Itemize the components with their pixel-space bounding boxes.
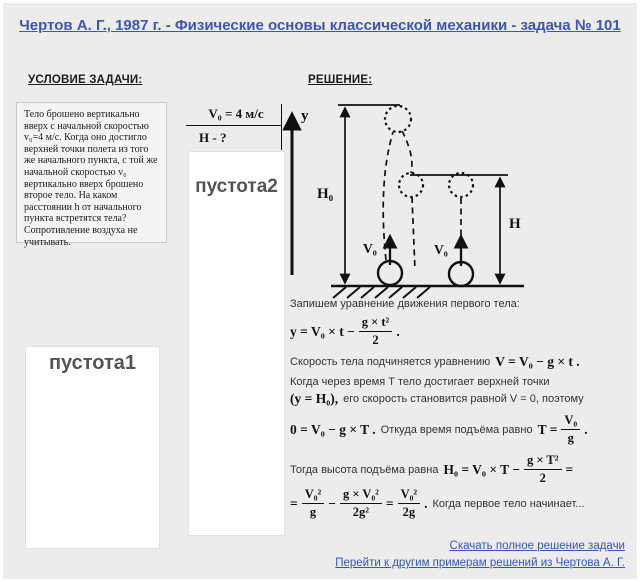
solution-step-4 — [290, 391, 589, 407]
page — [3, 3, 637, 579]
body2-meeting-dotted — [449, 173, 473, 197]
given-question: H - ? — [199, 130, 227, 145]
rise-height-text: Тогда высота подъёма равна — [290, 463, 439, 476]
given-divider-line — [186, 125, 281, 126]
eq-result-eq2: = — [385, 495, 394, 511]
fraction: $\frac{\text{g × t²}}{2}$ — [359, 315, 393, 348]
descent-trajectory-dashed — [402, 131, 412, 173]
eq-t-lhs: T = — [537, 421, 558, 437]
step4-text: его скорость становится равной V = 0, поэтому — [343, 393, 584, 405]
ad-placeholder-1: пустота1 — [25, 346, 160, 549]
h-label: H — [509, 216, 521, 232]
continuation-text: Когда первое тело начинает... — [432, 497, 585, 510]
body1-apex-dotted — [385, 106, 411, 132]
descent-lower-dashed — [412, 197, 415, 270]
download-solution-link[interactable]: Скачать полное решение задачи — [449, 540, 625, 552]
fraction: $\frac{\text{V₀²}}{g}$ — [302, 487, 325, 520]
eq-apex-condition: (y = H₀), — [290, 391, 339, 406]
ground-hatching — [333, 287, 430, 298]
y-axis-label: y — [301, 108, 309, 124]
body1-meeting-dotted — [399, 173, 423, 197]
eq-motion-lhs: y = V₀ × t − — [290, 323, 355, 339]
rise-time-text: Откуда время подъёма равно — [380, 423, 533, 436]
more-examples-link[interactable]: Перейти к другим примерам решений из Чертова А. Г. — [335, 557, 625, 569]
solution-step-1: Запишем уравнение движения первого тела: — [290, 298, 520, 310]
solution-step-3: Когда через время Т тело достигает верхней точки — [290, 376, 550, 388]
condition-text-box: Тело брошено вертикально вверх с начальной скоростью v₀=4 м/с. Когда оно достигло верхней точки полета из того же начального пункта, с той же начальной скоростью v₀ вертикально вверх брошено второе тело. На каком расстоянии h от начального пункта встретятся тела? Сопротивление воздуха не учитывать. — [16, 102, 167, 243]
ascent-trajectory-dashed — [383, 132, 393, 260]
equation-rise-height: Тогда высота подъёма равна H₀ = V₀ × T − $\frac{\text{g × T²}}{2}$ = — [290, 453, 574, 485]
fraction: $\frac{\text{g × T²}}{2}$ — [524, 453, 561, 486]
equation-motion: y = V₀ × t − $\frac{\text{g × t²}}{2}$ . — [290, 315, 400, 347]
h0-label: H₀ — [317, 186, 334, 202]
fraction: $\frac{\text{g × V₀²}}{\text{2g²}}$ — [340, 487, 382, 520]
eq-zero-velocity: 0 = V₀ − g × T . — [290, 421, 376, 437]
equation-rise-time: 0 = V₀ − g × T . Откуда время подъёма равно T = $\frac{\text{V₀}}{g}$ . — [290, 413, 588, 445]
equation-h0-result: = $\frac{\text{V₀²}}{g}$ − $\frac{\text{g × V₀²}}{\text{2g²}}$ = $\frac{\text{V₀²}}{2g}$ . Когда первое тело начинает... — [290, 487, 585, 519]
eq-h0-lhs: H₀ = V₀ × T − — [443, 461, 521, 477]
problem-title-link[interactable]: Чертов А. Г., 1987 г. - Физические основы классической механики - задача № 101 — [19, 17, 621, 34]
step2-text: Скорость тела подчиняется уравнению — [290, 356, 491, 368]
solution-heading: РЕШЕНИЕ: — [308, 74, 373, 86]
eq-result-minus: − — [328, 495, 336, 511]
ad-placeholder-2: пустота2 — [188, 151, 285, 536]
condition-heading: УСЛОВИЕ ЗАДАЧИ: — [28, 74, 143, 86]
solution-step-2 — [290, 354, 580, 370]
physics-diagram — [281, 98, 537, 304]
v0-label-left: V₀ — [363, 241, 377, 256]
eq-velocity: V = V₀ − g × t . — [495, 354, 580, 369]
fraction: $\frac{\text{V₀²}}{2g}$ — [398, 487, 421, 520]
eq-result-eq1: = — [290, 495, 298, 511]
fraction: $\frac{\text{V₀}}{g}$ — [561, 413, 580, 446]
v0-label-right: V₀ — [434, 242, 448, 257]
given-initial-speed: V₀ = 4 м/с — [208, 106, 264, 121]
